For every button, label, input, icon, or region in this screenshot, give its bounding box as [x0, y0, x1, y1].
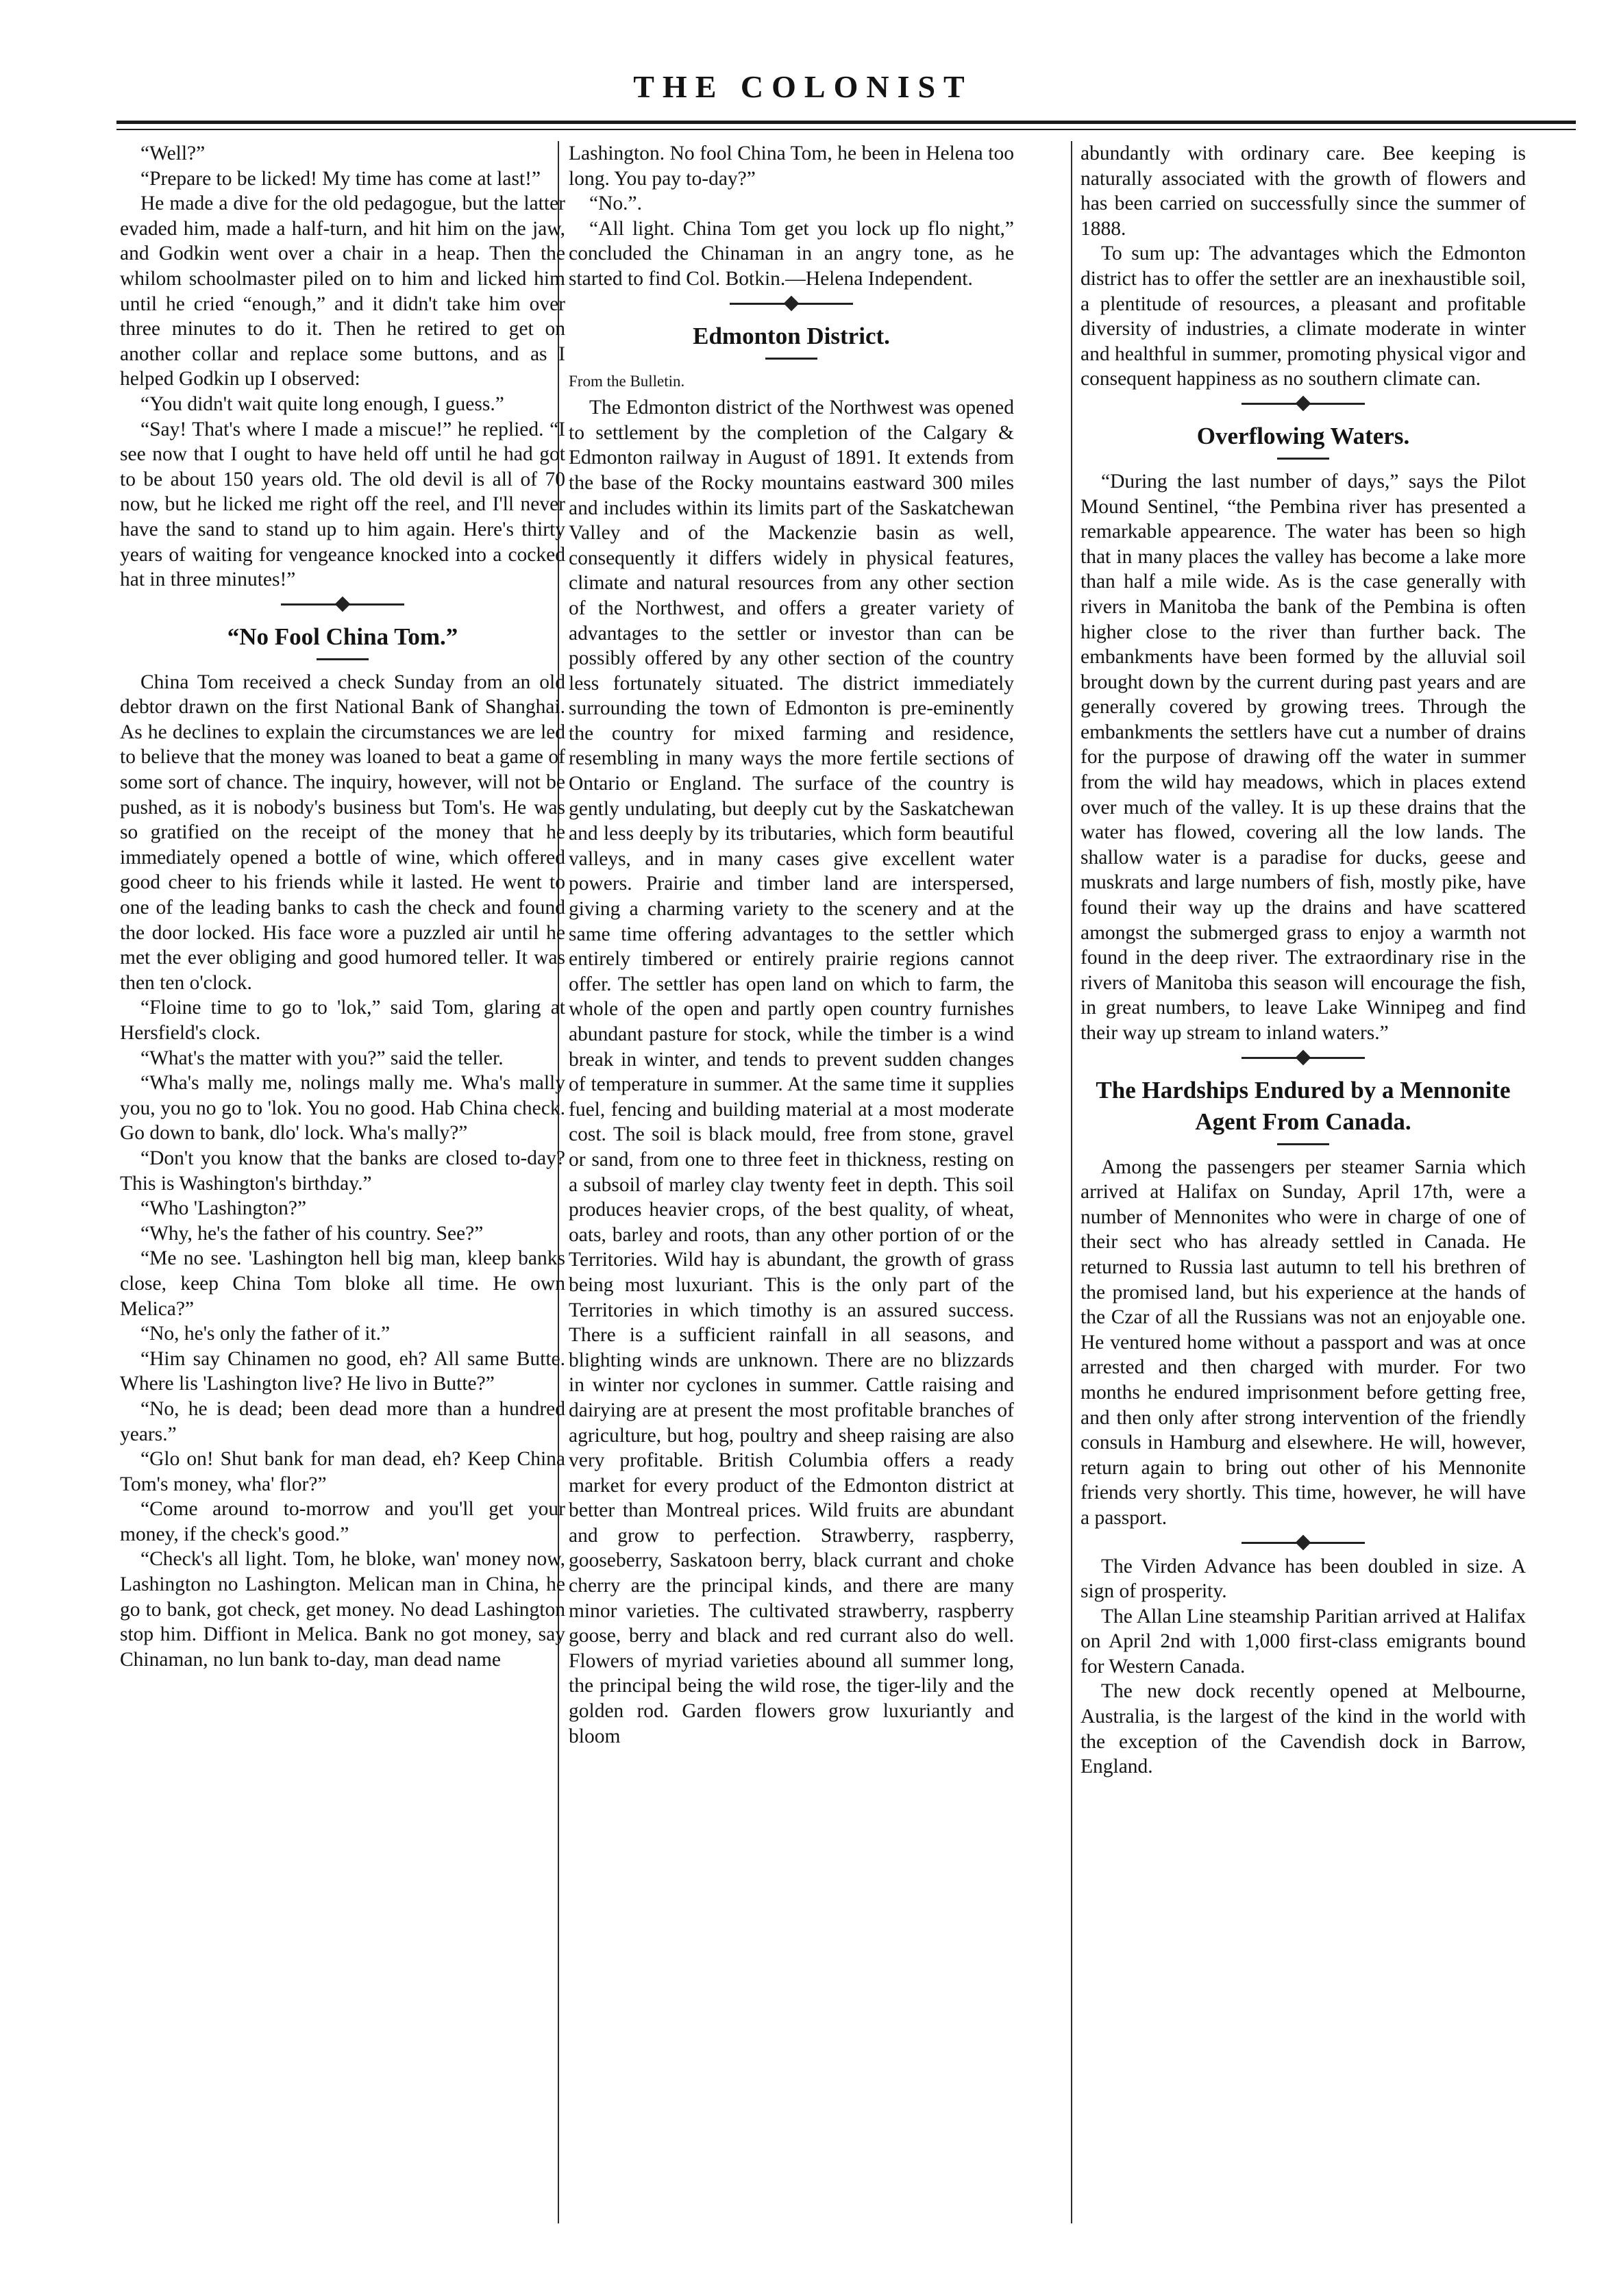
paragraph: “Prepare to be licked! My time has come at last!” — [140, 167, 541, 190]
paragraph: The new dock recently opened at Melbourne, Australia, is the largest of the kind in the world with the exception of the Cavendish dock in Barrow, England. — [1080, 1680, 1526, 1778]
column-3 — [1080, 141, 1526, 2237]
paragraph: “No, he is dead; been dead more than a hundred years.” — [120, 1397, 565, 1445]
paragraph: “Me no see. 'Lashington hell big man, kleep banks close, keep China Tom bloke all time. He own Melica?” — [120, 1247, 565, 1320]
article-heading: The Hardships Endured by a Mennonite Agent From Canada. — [1096, 1076, 1511, 1135]
heading-dash — [1277, 458, 1329, 460]
paragraph: “During the last number of days,” says the Pilot Mound Sentinel, “the Pembina river has presented a remarkable appearence. The water has been so high that in many places the valley has become a lake more than half a mile wide. As is the case generally with rivers in Manitoba the bank of the Pembina is often higher close to the river than further back. The embankments have been formed by the alluvial soil brought down by the current during past years and are generally covered by growing trees. Through the embankments the settlers have cut a number of drains for the purpose of drawing off the water in summer from the wild hay meadows, which in places extend over much of the valley. It is up these drains that the water has flowed, covering all the low lands. The shallow water is a paradise for ducks, geese and muskrats and large numbers of fish, mostly pike, have found their way up the drains and have scattered amongst the submerged grass to enjoy a warmth not found in the deep river. The extraordinary rise in the rivers of Manitoba this season will encourage the fish, in great numbers, to leave Lake Winnipeg and find their way up stream to inland waters.” — [1080, 470, 1526, 1044]
paragraph: Among the passengers per steamer Sarnia which arrived at Halifax on Sunday, April 17th, were a number of Mennonites who were in charge of one of their sect who has already settled in Canada. He returned to Russia last autumn to tell his brethren of the promised land, but his experience at the hands of the Czar of all the Russians was not an enjoyable one. He ventured home without a passport and was at once arrested and then charged with murder. For two months he endured imprisonment before getting free, and then only after strong intervention of the friendly consuls in Hamburg and elsewhere. He will, however, return again to bring out other of his Mennonite friends very shortly. This time, however, he will have a passport. — [1080, 1156, 1526, 1529]
heading-dash — [765, 358, 817, 360]
paragraph: “You didn't wait quite long enough, I guess.” — [140, 392, 504, 415]
article-heading: Overflowing Waters. — [1196, 422, 1410, 449]
paragraph: “Say! That's where I made a miscue!” he replied. “I see now that I ought to have held off until he had got to be about 150 years old. The old devil is all of 70 now, but he licked me right off the reel, and I'll never have the sand to stand up to him again. Here's thirty years of waiting for vengeance knocked into a cocked hat in three minutes!” — [120, 418, 565, 591]
paragraph: “No.”. — [589, 192, 642, 215]
ornamental-divider — [1080, 1531, 1526, 1554]
article-heading: Edmonton District. — [693, 322, 890, 349]
paragraph: The Allan Line steamship Paritian arrived at Halifax on April 2nd with 1,000 first-class emigrants bound for Western Canada. — [1080, 1605, 1526, 1677]
paragraph: He made a dive for the old pedagogue, but the latter evaded him, made a half-turn, and hit him on the jaw, and Godkin went over a chair in a heap. Then the whilom schoolmaster piled on to him and licked him until he cried “enough,” and it didn't take him over three minutes to do it. Then he retired to get on another collar and replace some buttons, and as I helped Godkin up I observed: — [120, 192, 565, 390]
masthead-rule-thick — [116, 121, 1576, 124]
ornamental-divider — [1080, 392, 1526, 415]
masthead: THE COLONIST — [633, 69, 973, 104]
paragraph: abundantly with ordinary care. Bee keeping is naturally associated with the growth of flowers and has been carried on successfully since the summer of 1888. — [1080, 142, 1526, 240]
article-heading: “No Fool China Tom.” — [227, 623, 458, 650]
source-credit: From the Bulletin. — [569, 372, 685, 390]
paragraph: “Check's all light. Tom, he bloke, wan' money now, Lashington no Lashington. Melican man in China, he go to bank, got check, get money. No dead Lashington stop him. Diffiont in Melica. Bank no got money, say Chinaman, no lun bank to-day, man dead name — [120, 1548, 565, 1671]
ornamental-divider — [1080, 1046, 1526, 1069]
paragraph: The Virden Advance has been doubled in size. A sign of prosperity. — [1080, 1555, 1526, 1603]
paragraph: The Edmonton district of the Northwest was opened to settlement by the completion of the Calgary & Edmonton railway in August of 1891. It extends from the base of the Rocky mountains eastward 300 miles and includes within its limits part of the Saskatchewan Valley and of the Mackenzie basin as well, consequently it differs widely in physical features, climate and natural resources from any other section of the Northwest, and offers a greater variety of advantages to the settler or investor than can be possibly offered by any other section of the country less fortunately situated. The district immediately surrounding the town of Edmonton is pre-eminently the country for mixed farming and residence, resembling in many ways the more fertile sections of Ontario or England. The surface of the country is gently undulating, but deeply cut by the Saskatchewan and less deeply by its tributaries, which form beautiful valleys, and in many cases give excellent water powers. Prairie and timber land are interspersed, giving a charming variety to the scenery and at the same time offering advantages to the settler which entirely timbered or entirely prairie regions cannot offer. The settler has open land on which to farm, the whole of the open and partly open country furnishes abundant pasture for stock, while the timber is a wind break in winter, and tends to prevent sudden changes of temperature in summer. At the same time it supplies fuel, fencing and building material at a most moderate cost. The soil is black mould, free from stone, gravel or sand, from one to three feet in thickness, resting on a subsoil of marley clay twenty feet in depth. This soil produces heavier crops, of the best quality, of wheat, oats, barley and roots, than any other portion of or the Territories. Wild hay is abundant, the growth of grass being most luxuriant. This is the only part of the Territories in which timothy is an assured success. There is a sufficient rainfall in all seasons, and blighting winds are unknown. There are no blizzards in winter nor cyclones in summer. Cattle raising and dairying are at present the most profitable branches of agriculture, but hog, poultry and sheep raising are also very profitable. British Columbia offers a ready market for every product of the Edmonton district at better than Montreal prices. Wild fruits are abundant and grow to perfection. Strawberry, raspberry, gooseberry, Saskatoon berry, black currant and choke cherry are the principal kinds, and there are many minor varieties. The cultivated strawberry, raspberry goose, berry and black and red currant also do well. Flowers of myriad varieties abound all summer long, the principal being the wild rose, the tiger-lily and the golden rod. Garden flowers grow luxuriantly and bloom — [569, 397, 1014, 1747]
paragraph: “Come around to-morrow and you'll get your money, if the check's good.” — [120, 1498, 565, 1545]
column-1 — [120, 141, 565, 2237]
paragraph: “Floine time to go to 'lok,” said Tom, glaring at Hersfield's clock. — [120, 997, 565, 1044]
paragraph: “All light. China Tom get you lock up flo night,” concluded the Chinaman in an angry tone, as he started to find Col. Botkin.—Helena Independent. — [569, 217, 1014, 290]
column-2 — [569, 141, 1014, 2237]
paragraph: “Well?” — [140, 142, 206, 164]
paragraph: “Who 'Lashington?” — [140, 1197, 307, 1220]
heading-dash — [317, 658, 369, 660]
ornamental-divider — [120, 592, 565, 616]
paragraph: “Him say Chinamen no good, eh? All same Butte. Where lis 'Lashington live? He livo in Butte?” — [120, 1347, 565, 1395]
paragraph: China Tom received a check Sunday from an old debtor drawn on the first National Bank of Shanghai. As he declines to explain the circumstances we are led to believe that the money was loaned to beat a game of some sort of chance. The inquiry, however, will not be pushed, as it is nobody's business but Tom's. He was so gratified on the receipt of the money that he immediately opened a bottle of wine, which offered good cheer to his friends while it lasted. He went to one of the leading banks to cash the check and found the door locked. His face wore a puzzled air until he met the ever obliging and good humored teller. It was then ten o'clock. — [120, 671, 565, 994]
heading-dash — [1277, 1143, 1329, 1145]
paragraph: “Don't you know that the banks are closed to-day? This is Washington's birthday.” — [120, 1147, 565, 1195]
masthead-rule-thin — [116, 129, 1576, 130]
paragraph: Lashington. No fool China Tom, he been in Helena too long. You pay to-day?” — [569, 142, 1014, 190]
paragraph: “Why, he's the father of his country. See?” — [140, 1222, 484, 1245]
paragraph: “Glo on! Shut bank for man dead, eh? Keep China Tom's money, wha' flor?” — [120, 1448, 565, 1495]
paragraph: “No, he's only the father of it.” — [140, 1323, 391, 1345]
paragraph: To sum up: The advantages which the Edmonton district has to offer the settler are an inexhaustible soil, a plentitude of resources, a pleasant and profitable diversity of industries, a climate moderate in winter and healthful in summer, promoting physical vigor and consequent happiness as no southern climate can. — [1080, 242, 1526, 390]
column-rule — [1071, 141, 1072, 2223]
paragraph: “What's the matter with you?” said the teller. — [140, 1047, 504, 1069]
paragraph: “Wha's mally me, nolings mally me. Wha's mally you, you no go to 'lok. You no good. Hab China check. Go down to bank, dlo' lock. Wha's mally?” — [120, 1072, 565, 1145]
ornamental-divider — [569, 292, 1014, 315]
